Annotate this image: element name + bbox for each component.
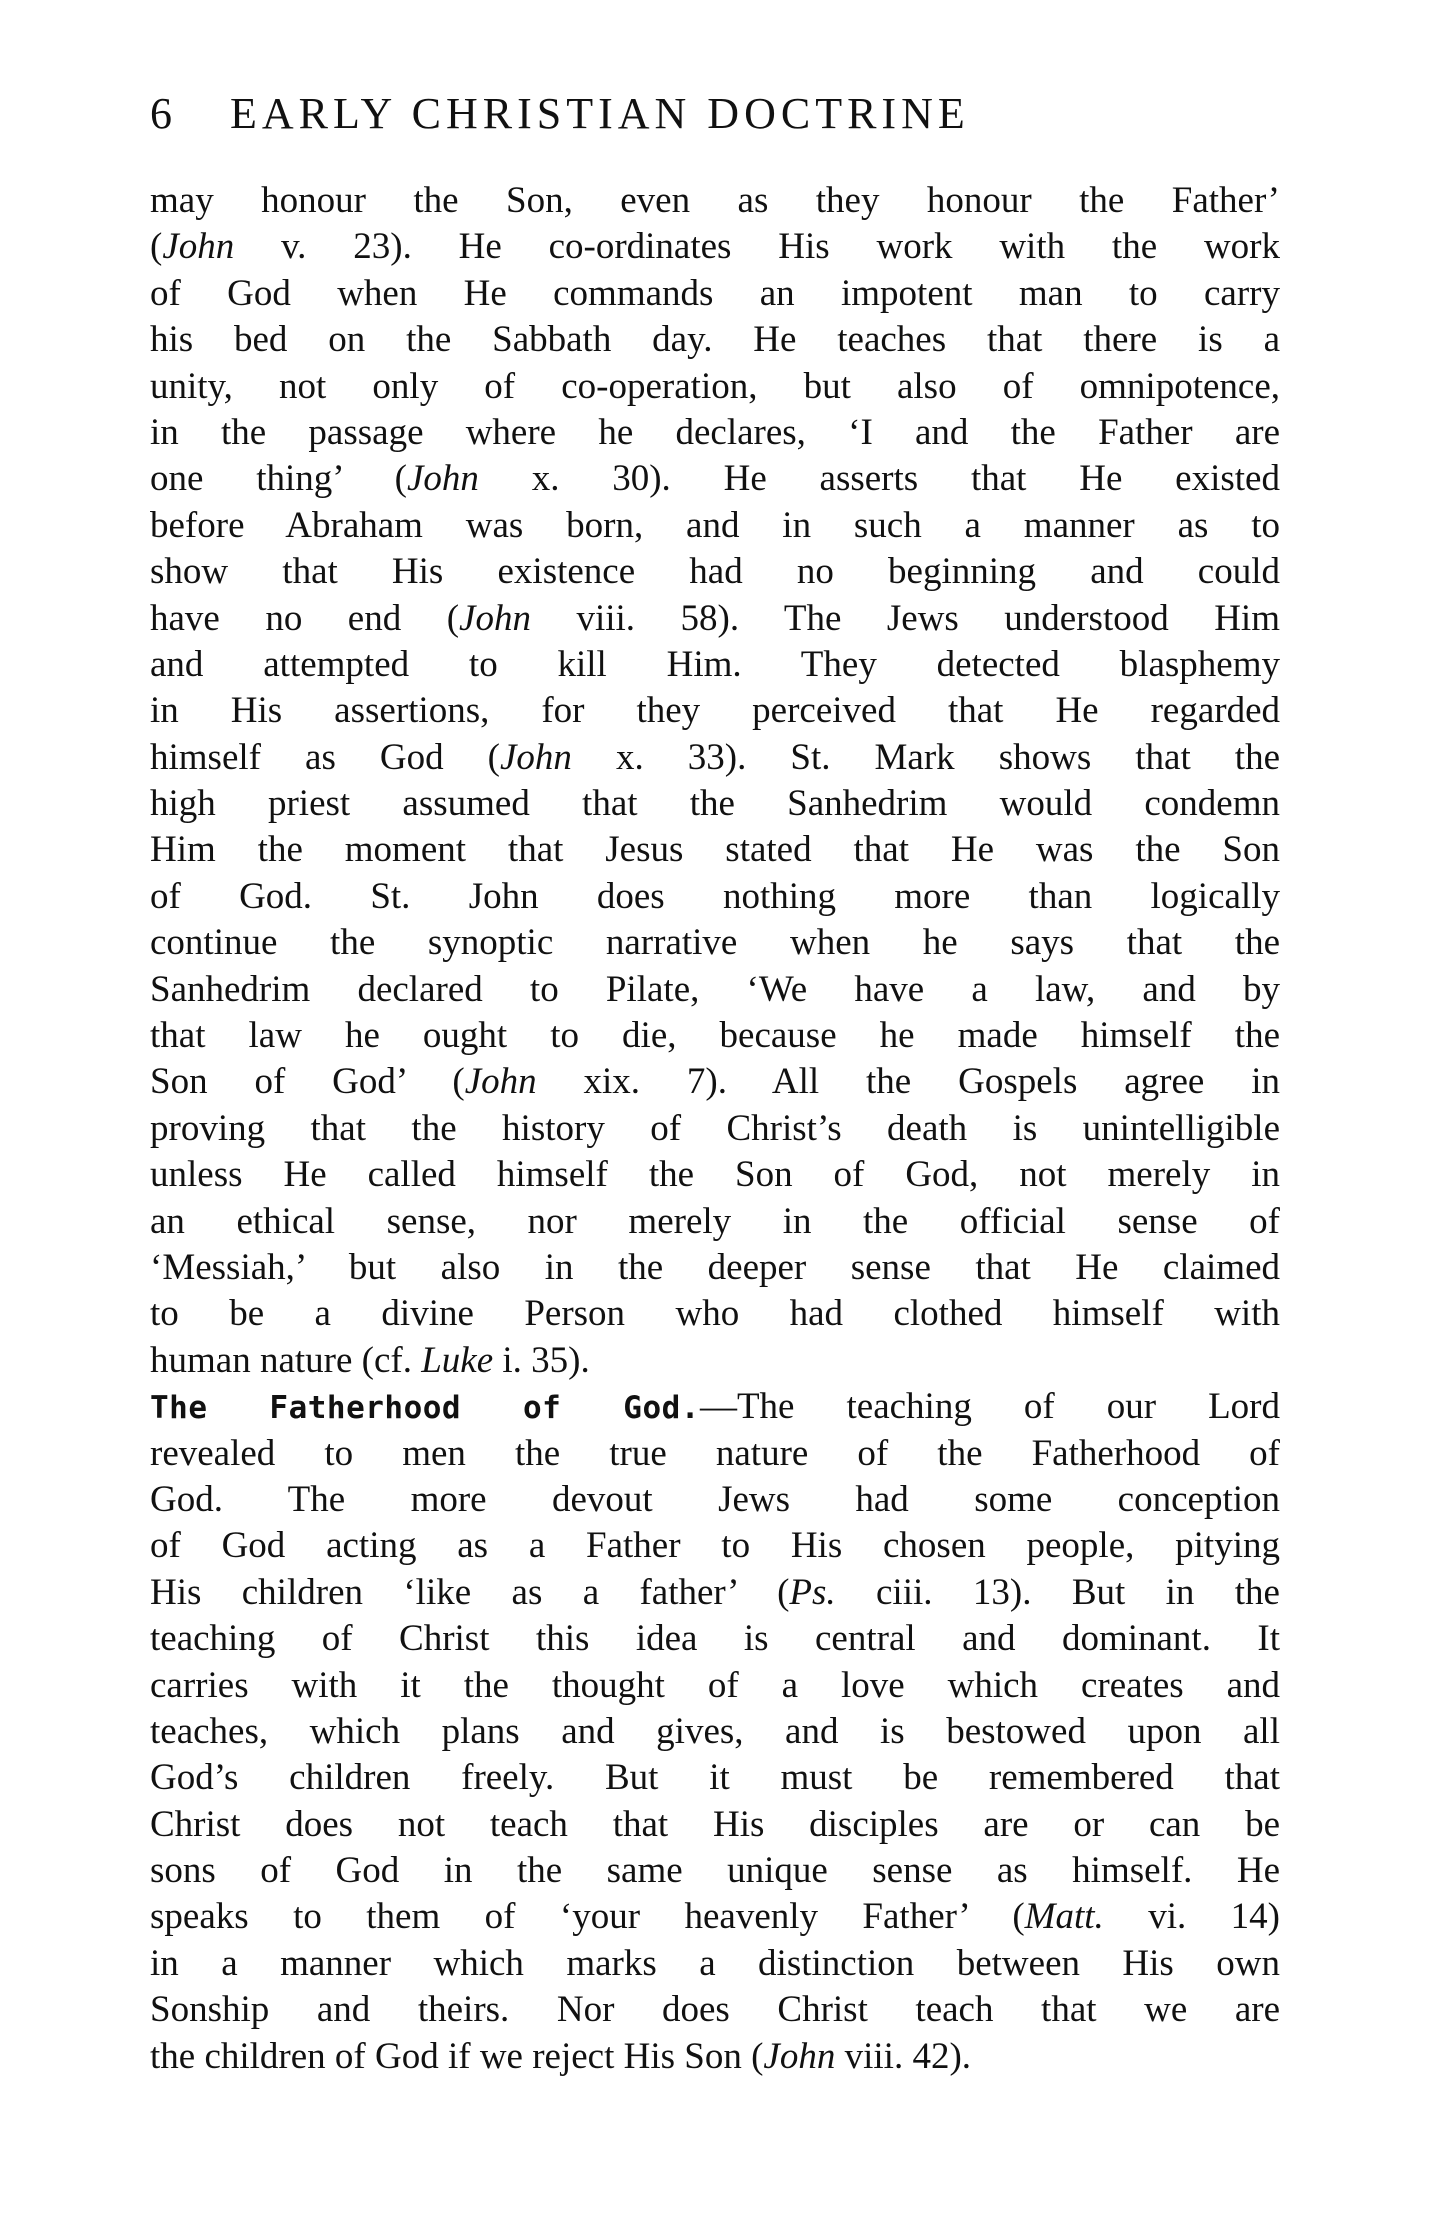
text-line: God. The more devout Jews had some conception: [150, 1478, 1280, 1520]
scripture-book-name: Luke: [421, 1339, 494, 1381]
section-heading: The Fatherhood of God.: [150, 1390, 700, 1427]
scripture-book-name: John: [763, 2035, 836, 2077]
text-line: in His assertions, for they perceived that He regarded: [150, 690, 1280, 732]
text-line: the children of God if we reject His Son (John viii. 42).: [150, 2035, 972, 2077]
text-line: an ethical sense, nor merely in the official sense of: [150, 1200, 1280, 1242]
text-line: Son of God’ (John xix. 7). All the Gospels agree in: [150, 1061, 1280, 1103]
text-line: teaches, which plans and gives, and is bestowed upon all: [150, 1710, 1280, 1752]
text-line: of God acting as a Father to His chosen people, pitying: [150, 1525, 1280, 1567]
page-number: 6: [150, 89, 177, 138]
text-line: sons of God in the same unique sense as himself. He: [150, 1850, 1280, 1892]
text-line: unity, not only of co-operation, but also of omnipotence,: [150, 365, 1280, 407]
text-line: of God. St. John does nothing more than logically: [150, 875, 1280, 917]
text-line: human nature (cf. Luke i. 35).: [150, 1339, 590, 1381]
text-line: His children ‘like as a father’ (Ps. ciii. 13). But in the: [150, 1571, 1280, 1613]
text-line: revealed to men the true nature of the Fatherhood of: [150, 1432, 1280, 1474]
scripture-book-name: John: [162, 226, 235, 268]
text-line: to be a divine Person who had clothed himself with: [150, 1293, 1280, 1335]
text-line: high priest assumed that the Sanhedrim would condemn: [150, 783, 1280, 825]
text-line: may honour the Son, even as they honour the Father’: [150, 180, 1280, 221]
scripture-book-name: Matt.: [1024, 1896, 1104, 1938]
text-line: himself as God (John x. 33). St. Mark shows that the: [150, 736, 1280, 778]
running-head: [150, 89, 1290, 138]
text-line: teaching of Christ this idea is central and dominant. It: [150, 1618, 1280, 1660]
text-line: and attempted to kill Him. They detected blasphemy: [150, 643, 1280, 685]
text-line: one thing’ (John x. 30). He asserts that He existed: [150, 458, 1280, 500]
scripture-book-name: John: [464, 1061, 537, 1103]
text-line: proving that the history of Christ’s death is unintelligible: [150, 1107, 1280, 1149]
text-line: ‘Messiah,’ but also in the deeper sense that He claimed: [150, 1246, 1280, 1288]
text-line: in the passage where he declares, ‘I and the Father are: [150, 411, 1280, 453]
running-title: EARLY CHRISTIAN DOCTRINE: [230, 89, 970, 138]
text-line: in a manner which marks a distinction between His own: [150, 1942, 1280, 1984]
scripture-book-name: John: [459, 597, 531, 639]
scripture-book-name: John: [499, 736, 572, 778]
text-line: unless He called himself the Son of God, not merely in: [150, 1154, 1280, 1196]
text-line: (John v. 23). He co-ordinates His work with the work: [150, 226, 1280, 268]
body-text: [150, 178, 1280, 2080]
text-line: show that His existence had no beginning and could: [150, 551, 1280, 593]
text-line: Him the moment that Jesus stated that He was the Son: [150, 829, 1280, 871]
scripture-book-name: John: [406, 458, 479, 500]
text-line: The Fatherhood of God.—The teaching of our Lord: [150, 1386, 1280, 1428]
text-line: that law he ought to die, because he made himself the: [150, 1015, 1280, 1057]
text-line: God’s children freely. But it must be remembered that: [150, 1757, 1280, 1799]
text-line: before Abraham was born, and in such a manner as to: [150, 504, 1280, 546]
text-line: Sanhedrim declared to Pilate, ‘We have a law, and by: [150, 968, 1280, 1010]
text-line: have no end (John viii. 58). The Jews understood Him: [150, 597, 1280, 639]
text-line: speaks to them of ‘your heavenly Father’ (Matt. vi. 14): [150, 1896, 1280, 1938]
text-line: Christ does not teach that His disciples are or can be: [150, 1803, 1280, 1845]
text-line: carries with it the thought of a love which creates and: [150, 1664, 1280, 1706]
text-line: Sonship and theirs. Nor does Christ teach that we are: [150, 1989, 1280, 2031]
scripture-book-name: Ps.: [789, 1571, 836, 1613]
text-line: of God when He commands an impotent man to carry: [150, 272, 1280, 314]
text-line: his bed on the Sabbath day. He teaches that there is a: [150, 319, 1280, 361]
text-line: continue the synoptic narrative when he says that the: [150, 922, 1280, 964]
